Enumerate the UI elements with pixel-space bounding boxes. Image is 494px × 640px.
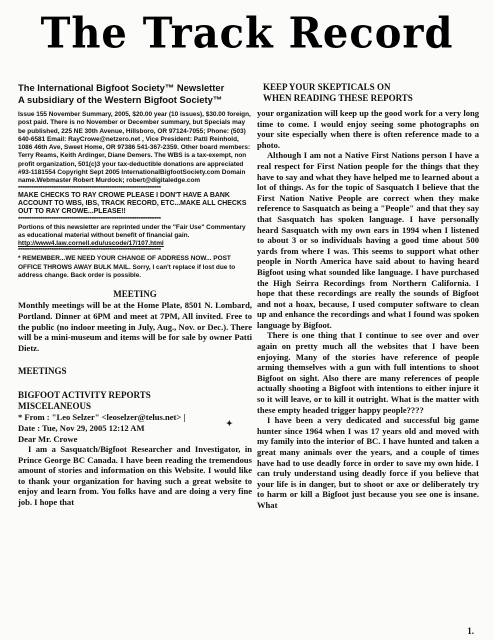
fair-use-link[interactable]: http://www4.law.cornell.edu/uscode/17/107.html: [18, 240, 164, 248]
meeting-heading: MEETING: [113, 289, 157, 300]
letter-paragraph-1: I am a Sasquatch/Bigfoot Researcher and Investigator, in Prince George BC Canada. I have been reading the tremendous amount of stories and information on this Website. I would like to thank your organization for having such a great website to enjoy and learn from. You folks have and are doing a very fine job. I hope that: [18, 444, 252, 508]
fair-use-notice: Portions of this newsletter are reprinted under the "Fair Use" Commentary as educational material without benefit of financial gain.: [18, 223, 246, 239]
letter-paragraph-2: Although I am not a Native First Nations person I have a real respect for First Nation people for the things that they have to say and what they have helped me to learned about a lot of things. As for the topic of Sasquatch I believe that the First Nation Native People are correct when they make reference to Sasquatch as being a "People" and that they say that Sasquatch has spoken language. I have personally heard Sasquatch with my own ears in 1994 when I listened to about 3 or so individuals having a good time about 500 yards from where I was. This seems to support what other people in North America have said about to having heard Bigfoot using what sounded like language. I have purchased the High Seirra Recordings from Northern California. I hope that these recordings are really the sounds of Bigfoot and not a hoax, because, I used computer software to clean up and enhance the recordings and what I found was spoken language by Bigfoot.: [257, 150, 479, 330]
issue-info: Issue 155 November Summary, 2005, $20.00 year (10 issues), $30.00 foreign, post paid. There is no November or December summary, but Specials may be published, 225 NE 30th Avenue, Hillsboro, OR 97124-7055; Phone: (503) 640-6581 Email: RayCrowe@netzero.net , Vice President: Patti Reinhold, 1086 46th Ave, Sweet Home, OR 97386 541-367-2359. Other board members: Terry Reams, Keith Ardinger, Diane Demers. The WBS is a tax-exempt, non profit organization, 501(c)3 your tax-deductible donations are appreciated #93-1181554 Copyright Sept 2005 InternationalBigfootSociety.com Domain name.Webmaster Robert Murdock; robert@digitaledge.com: [18, 111, 251, 185]
email-salutation: Dear Mr. Crowe: [18, 433, 78, 444]
meetings-heading: MEETINGS: [18, 366, 67, 377]
left-column: [18, 82, 252, 508]
letter-paragraph-continued: your organization will keep up the good work for a very long time to come. I would enjoy seeing some photographs on your site especially when there is often reference made to a photo.: [257, 108, 479, 150]
divider-stars-1: ****************************************************************: [18, 185, 161, 191]
meeting-text: Monthly meetings will be at the Home Plate, 8501 N. Lombard, Portland. Dinner at 6PM and meet at 7PM, All invited. Free to the public (no indoor meeting in July, Aug., Nov. or Dec.). There will be a mini-museum and items will be for sale by owner Patti Dietz.: [18, 300, 252, 353]
checks-notice: MAKE CHECKS TO RAY CROWE PLEASE I DON'T HAVE A BANK ACCOUNT TO WBS, IBS, TRACK RECORD, ETC...MAKE ALL CHECKS OUT TO RAY CROWE...PLEASE!!: [18, 191, 247, 216]
right-column: [257, 82, 479, 511]
publisher-line-1: The International Bigfoot Society™ Newsletter: [18, 82, 225, 93]
email-date-line: Date : Tue, Nov 29, 2005 12:12 AM: [18, 422, 145, 433]
activity-subheading: MISCELANEOUS: [18, 401, 92, 412]
email-from-line: * From : "Leo Selzer" <leoselzer@telus.net> |: [18, 412, 186, 423]
divider-stars-3: ****************************************************************: [18, 248, 161, 254]
address-notice: * REMEMBER...WE NEED YOUR CHANGE OF ADDRESS NOW... POST OFFICE THROWS AWAY BULK MAIL. Sorry, I can't replace if lost due to address change. Back order is possible.: [18, 255, 236, 280]
publisher-line-2: A subsidiary of the Western Bigfoot Society™: [18, 94, 223, 105]
letter-paragraph-4: I have been a very dedicated and successful big game hunter since 1964 when I was 17 years old and moved with my family into the interior of BC. I have hunted and taken a great many animals over the years, and a couple of times have had to use deadly force in order to save my own hide. I can truly understand using deadly force if you believe that your life is in danger, but to shoot or axe or deliberately try to harm or kill a Bigfoot just because you see one is insane. What: [257, 415, 479, 510]
letter-paragraph-3: There is one thing that I continue to see over and over again on pretty much all the websites that I have been enjoying. Many of the stories have reference of people arming themselves with a gun with full intentions to shoot Bigfoot on sight. Also there are many references of people actually shooting a Bigfoot with intentions to either injure it so it will leave, or to kill it outright. What is the matter with these empty headed trigger happy people????: [257, 330, 479, 415]
right-heading-1: KEEP YOUR SKEPTICALS ON: [263, 82, 391, 92]
page-number: 1.: [467, 626, 474, 636]
stray-mark: ✦: [226, 419, 233, 428]
masthead-title: The Track Record: [40, 8, 454, 59]
activity-heading: BIGFOOT ACTIVITY REPORTS: [18, 390, 151, 401]
divider-stars-2: ****************************************************************: [18, 216, 161, 222]
right-heading-2: WHEN READING THESE REPORTS: [263, 93, 413, 103]
